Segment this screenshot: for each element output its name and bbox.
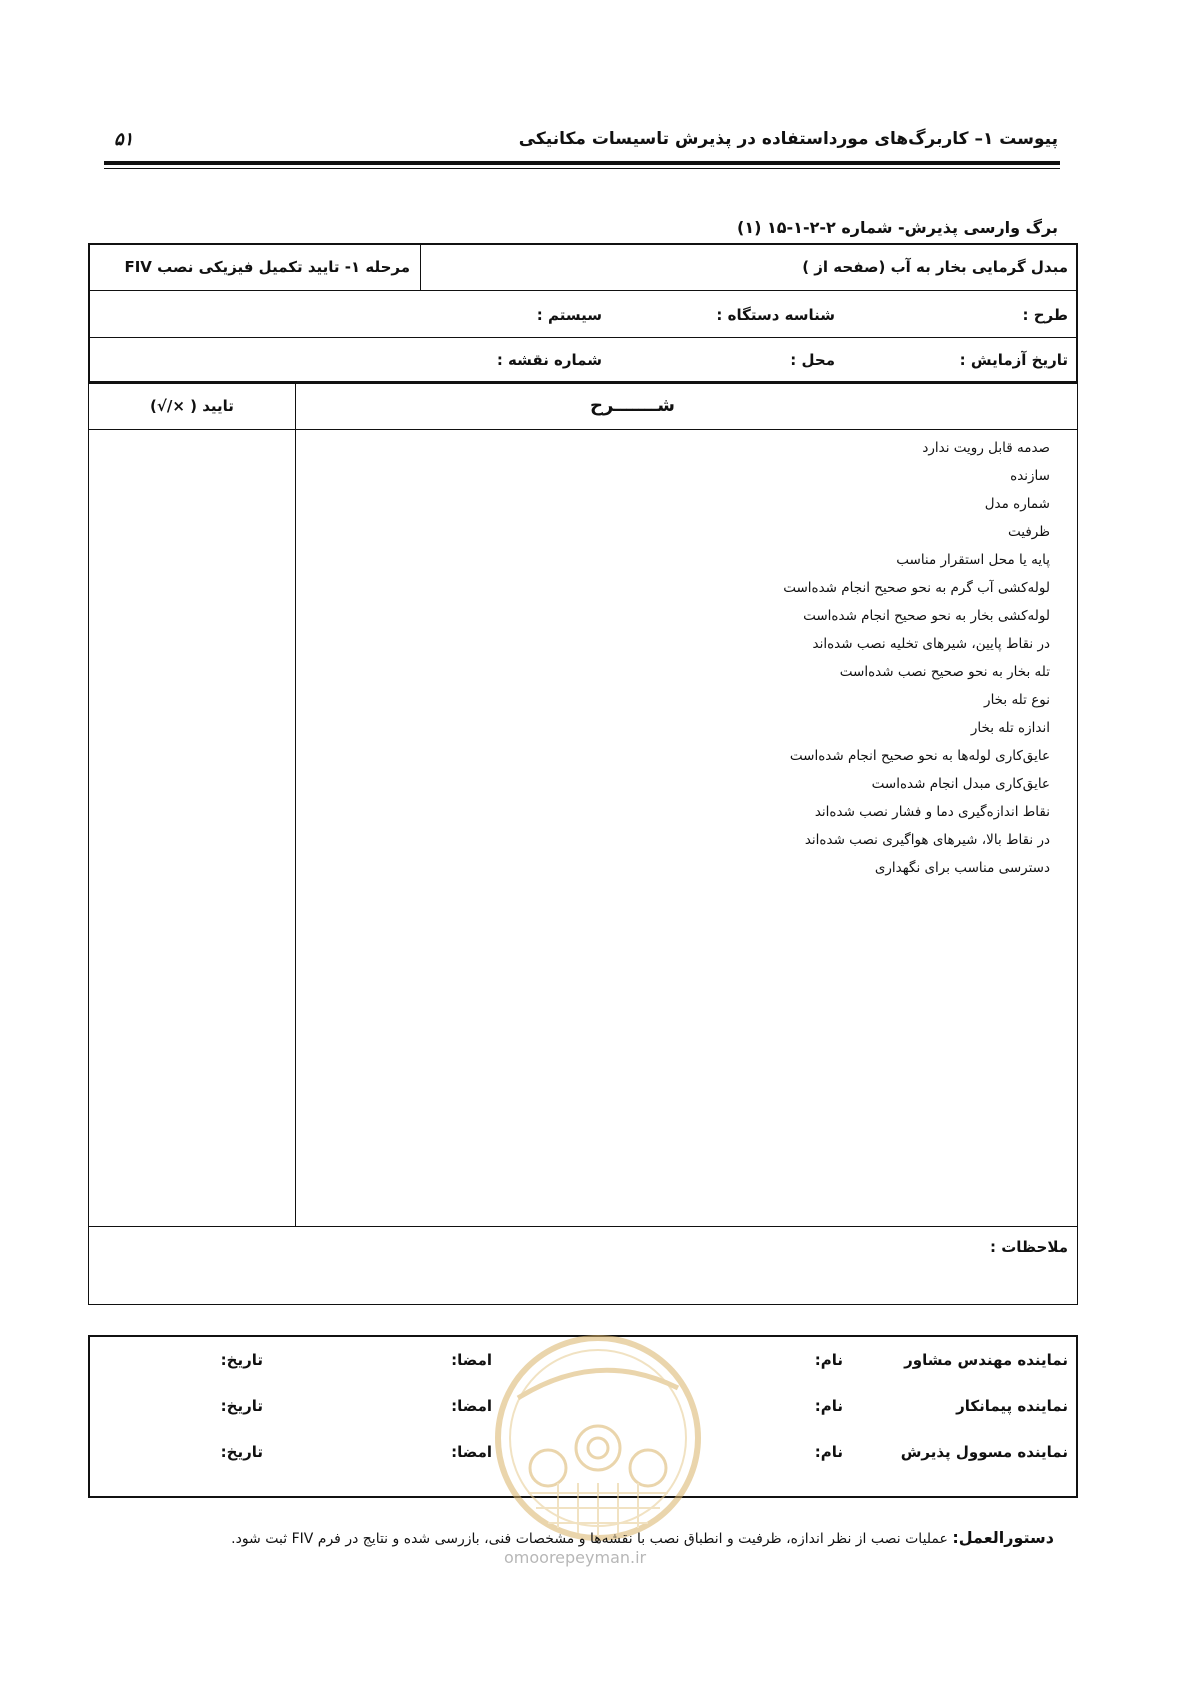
remarks-divider [89,1226,1077,1227]
project-label: طرح : [1022,306,1068,324]
watermark-logo [488,1328,708,1548]
checklist-item: عایق‌کاری مبدل انجام شده‌است [871,776,1050,792]
watermark-swoosh [518,1370,678,1398]
checklist-item: لوله‌کشی بخار به نحو صحیح انجام شده‌است [803,608,1050,624]
checklist-item: نقاط اندازه‌گیری دما و فشار نصب شده‌اند [814,804,1050,820]
signature-sign-label: امضا: [451,1443,492,1461]
checklist-item: دسترسی مناسب برای نگهداری [874,860,1050,876]
document-header-title: پیوست ۱– کاربرگ‌های مورداستفاده در پذیرش تاسیسات مکانیکی [518,129,1058,149]
equipment-title: مبدل گرمایی بخار به آب (صفحه از ) [802,258,1068,276]
watermark-gear-icons [530,1426,666,1486]
info-table-divider [420,244,421,290]
signature-role: نماینده مهندس مشاور [904,1351,1068,1369]
checklist-item: سازنده [1010,468,1050,484]
signature-name-label: نام: [814,1443,843,1461]
checklist-item: لوله‌کشی آب گرم به نحو صحیح انجام شده‌است [783,580,1050,596]
watermark-url: omoorepeyman.ir [504,1548,647,1567]
header-rule-thick [104,161,1060,165]
drawing-number-label: شماره نقشه : [496,351,602,369]
form-code: برگ وارسی پذیرش- شماره ۲-۲-۱-۱۵ (۱) [737,218,1058,237]
signature-date-label: تاریخ: [220,1351,263,1369]
signature-date-label: تاریخ: [220,1397,263,1415]
checklist-item: تله بخار به نحو صحیح نصب شده‌است [839,664,1050,680]
header-rule-thin [104,168,1060,169]
stage-title: مرحله ۱- تایید تکمیل فیزیکی نصب FIV [124,258,410,276]
checklist-item: نوع تله بخار [984,692,1050,708]
checklist-item: صدمه قابل رویت ندارد [922,440,1050,456]
info-table-row-line [89,290,1077,291]
signature-sign-label: امضا: [451,1397,492,1415]
test-date-label: تاریخ آزمایش : [959,351,1068,369]
page-number: ۵۱ [114,129,134,150]
checklist-item: در نقاط پایین، شیرهای تخلیه نصب شده‌اند [812,636,1050,652]
location-label: محل : [790,351,835,369]
checklist-item: عایق‌کاری لوله‌ها به نحو صحیح انجام شده‌است [789,748,1050,764]
checklist-item: پایه یا محل استقرار مناسب [896,552,1050,568]
remarks-label: ملاحظات : [989,1238,1068,1256]
signature-name-label: نام: [814,1351,843,1369]
info-table-row-line [89,337,1077,338]
system-label: سیستم : [536,306,602,324]
instruction-label: دستورالعمل: [952,1528,1054,1547]
instruction [231,1528,1054,1547]
checklist-header-line [89,429,1077,430]
signature-name-label: نام: [814,1397,843,1415]
instruction-text: عملیات نصب از نظر اندازه، ظرفیت و انطباق نصب با نقشه‌ها و مشخصات فنی، بازرسی شده و نتایج در فرم FIV ثبت شود. [231,1531,948,1547]
description-header: شـــــــرح [590,395,675,416]
device-id-label: شناسه دستگاه : [716,306,835,324]
signature-role: نماینده مسوول پذیرش [900,1443,1068,1461]
checklist-item: در نقاط بالا، شیرهای هواگیری نصب شده‌اند [804,832,1050,848]
checklist-item: اندازه تله بخار [970,720,1050,736]
approval-header: تایید ( ×/√) [150,397,234,415]
signature-sign-label: امضا: [451,1351,492,1369]
checklist-item: ظرفیت [1008,524,1050,540]
signature-date-label: تاریخ: [220,1443,263,1461]
signature-role: نماینده پیمانکار [956,1397,1068,1415]
checklist-item: شماره مدل [984,496,1050,512]
checklist-column-divider [295,384,296,1227]
